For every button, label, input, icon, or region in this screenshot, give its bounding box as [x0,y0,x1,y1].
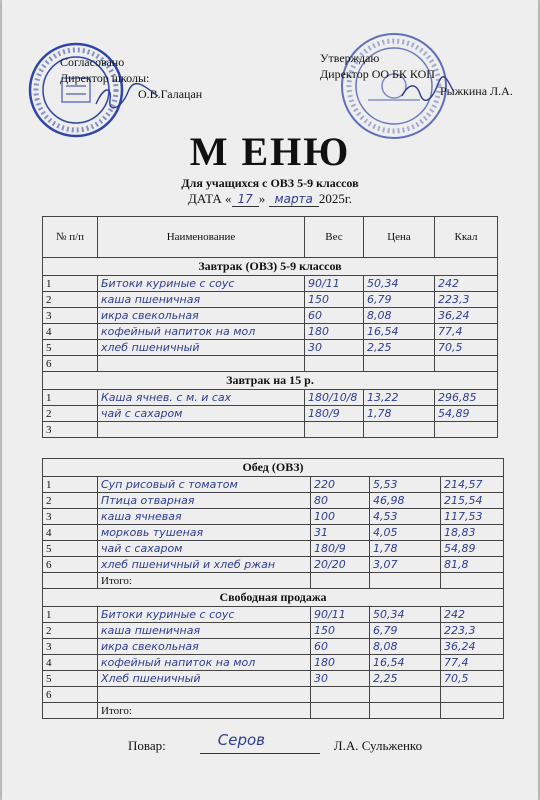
table-row [43,422,498,438]
table-row [43,308,498,324]
row-number: 4 [43,525,98,541]
cook-signature-field [200,731,320,754]
dish-weight: 180/9 [311,541,370,557]
table-row [43,671,504,687]
dish-kcal: 18,83 [441,525,504,541]
row-number: 1 [43,607,98,623]
dish-kcal: 296,85 [435,390,498,406]
dish-weight: 90/11 [311,607,370,623]
table-row [43,525,504,541]
dish-price: 2,25 [364,340,435,356]
menu-date [2,191,538,207]
dish-weight: 150 [311,623,370,639]
date-mid: » [258,191,266,206]
dish-name: икра свекольная [98,308,305,324]
row-number: 4 [43,655,98,671]
dish-weight: 60 [311,639,370,655]
total-value-cell [370,573,441,589]
table-row [43,509,504,525]
dish-weight: 90/11 [305,276,364,292]
row-number: 5 [43,340,98,356]
dish-price: 4,05 [370,525,441,541]
total-number-cell [43,573,98,589]
total-value-cell [370,703,441,719]
dish-price: 46,98 [370,493,441,509]
dish-kcal: 54,89 [441,541,504,557]
dish-price: 8,08 [364,308,435,324]
table-row [43,493,504,509]
total-row [43,573,504,589]
approval-left-signer: О.В.Галацан [138,87,203,101]
menu-title: М ЕНЮ [189,129,351,174]
dish-name: каша ячневая [98,509,311,525]
date-prefix: ДАТА « [187,191,232,206]
dish-weight [305,422,364,438]
col-number: № п/п [43,217,98,258]
dish-name: Птица отварная [98,493,311,509]
dish-name: кофейный напиток на мол [98,655,311,671]
menu-table-top [42,216,498,438]
table-row [43,292,498,308]
table-row [43,276,498,292]
dish-price: 8,08 [370,639,441,655]
dish-kcal: 117,53 [441,509,504,525]
dish-name: морковь тушеная [98,525,311,541]
table-row [43,477,504,493]
dish-kcal: 223,3 [435,292,498,308]
total-label: Итого: [98,703,311,719]
dish-price: 1,78 [370,541,441,557]
dish-price: 4,53 [370,509,441,525]
row-number: 3 [43,509,98,525]
dish-weight: 80 [311,493,370,509]
dish-weight [311,687,370,703]
table-row [43,324,498,340]
dish-kcal: 215,54 [441,493,504,509]
dish-kcal: 242 [441,607,504,623]
dish-price [364,422,435,438]
dish-name: Хлеб пшеничный [98,671,311,687]
dish-name: хлеб пшеничный [98,340,305,356]
table-row [43,406,498,422]
dish-name: каша пшеничная [98,623,311,639]
dish-name: Каша ячнев. с м. и сах [98,390,305,406]
dish-weight: 31 [311,525,370,541]
cook-signature: Серов [217,731,265,749]
section-title: Завтрак (ОВЗ) 5-9 классов [43,258,498,276]
row-number: 5 [43,671,98,687]
dish-kcal: 81,8 [441,557,504,573]
table-row [43,607,504,623]
dish-kcal: 242 [435,276,498,292]
row-number: 2 [43,406,98,422]
approval-right-heading: Утверждаю [320,51,380,65]
total-value-cell [311,573,370,589]
col-weight: Вес [305,217,364,258]
row-number: 2 [43,493,98,509]
dish-price: 3,07 [370,557,441,573]
dish-price: 13,22 [364,390,435,406]
dish-kcal [435,356,498,372]
dish-weight: 100 [311,509,370,525]
director-signature-icon [92,82,162,112]
dish-price: 16,54 [370,655,441,671]
dish-weight: 20/20 [311,557,370,573]
table-row [43,557,504,573]
dish-weight: 180/10/8 [305,390,364,406]
total-label: Итого: [98,573,311,589]
dish-name: Битоки куриные с соус [98,607,311,623]
section-title: Завтрак на 15 р. [43,372,498,390]
dish-weight: 220 [311,477,370,493]
dish-kcal [435,422,498,438]
cook-label: Повар: [128,738,166,753]
dish-kcal: 70,5 [441,671,504,687]
dish-weight: 180 [305,324,364,340]
dish-weight: 180 [311,655,370,671]
dish-name: кофейный напиток на мол [98,324,305,340]
row-number: 1 [43,477,98,493]
dish-price: 16,54 [364,324,435,340]
section-title: Свободная продажа [43,589,504,607]
row-number: 4 [43,324,98,340]
dish-kcal: 223,3 [441,623,504,639]
table-row [43,639,504,655]
dish-price: 6,79 [370,623,441,639]
dish-weight: 150 [305,292,364,308]
section-title: Обед (ОВЗ) [43,459,504,477]
table-row [43,356,498,372]
dish-weight: 180/9 [305,406,364,422]
dish-price: 6,79 [364,292,435,308]
dish-price [370,687,441,703]
row-number: 1 [43,276,98,292]
row-number: 5 [43,541,98,557]
dish-kcal: 36,24 [441,639,504,655]
dish-name: хлеб пшеничный и хлеб ржан [98,557,311,573]
table-row [43,541,504,557]
dish-kcal [441,687,504,703]
row-number: 2 [43,623,98,639]
table-row [43,340,498,356]
table-row [43,655,504,671]
total-value-cell [441,703,504,719]
dish-weight: 60 [305,308,364,324]
approval-left-position: Директор школы: [60,71,150,85]
cook-name: Л.А. Сульженко [333,738,423,753]
dish-weight: 30 [305,340,364,356]
dish-kcal: 77,4 [435,324,498,340]
dish-kcal: 70,5 [435,340,498,356]
approver-signature-icon [398,76,458,106]
menu-table-bottom [42,458,504,719]
dish-price: 50,34 [364,276,435,292]
date-month: марта [269,192,319,207]
dish-name: Битоки куриные с соус [98,276,305,292]
row-number: 6 [43,687,98,703]
dish-name: Суп рисовый с томатом [98,477,311,493]
dish-kcal: 54,89 [435,406,498,422]
dish-weight [305,356,364,372]
dish-name: чай с сахаром [98,406,305,422]
row-number: 6 [43,356,98,372]
date-day: 17 [232,192,259,207]
table-row [43,687,504,703]
dish-price: 2,25 [370,671,441,687]
dish-kcal: 214,57 [441,477,504,493]
menu-subtitle: Для учащихся с ОВЗ 5-9 классов [181,176,359,190]
row-number: 3 [43,639,98,655]
row-number: 6 [43,557,98,573]
total-row [43,703,504,719]
row-number: 1 [43,390,98,406]
dish-name: икра свекольная [98,639,311,655]
approval-right-position: Директор ОО БК КОП [320,67,435,81]
row-number: 3 [43,308,98,324]
total-value-cell [441,573,504,589]
table-row [43,623,504,639]
dish-name [98,422,305,438]
col-price: Цена [364,217,435,258]
dish-kcal: 77,4 [441,655,504,671]
cook-signature-line [128,731,423,754]
col-kcal: Ккал [435,217,498,258]
total-value-cell [311,703,370,719]
table-row [43,390,498,406]
row-number: 3 [43,422,98,438]
dish-name: чай с сахаром [98,541,311,557]
row-number: 2 [43,292,98,308]
dish-price: 5,53 [370,477,441,493]
dish-price [364,356,435,372]
approval-left-heading: Согласовано [60,55,125,69]
dish-name [98,687,311,703]
dish-name [98,356,305,372]
dish-name: каша пшеничная [98,292,305,308]
dish-price: 1,78 [364,406,435,422]
dish-kcal: 36,24 [435,308,498,324]
menu-sheet [2,0,538,800]
approval-right-signer: Рыжкина Л.А. [440,84,513,98]
col-name: Наименование [98,217,305,258]
dish-price: 50,34 [370,607,441,623]
date-suffix: 2025г. [318,191,353,206]
dish-weight: 30 [311,671,370,687]
total-number-cell [43,703,98,719]
